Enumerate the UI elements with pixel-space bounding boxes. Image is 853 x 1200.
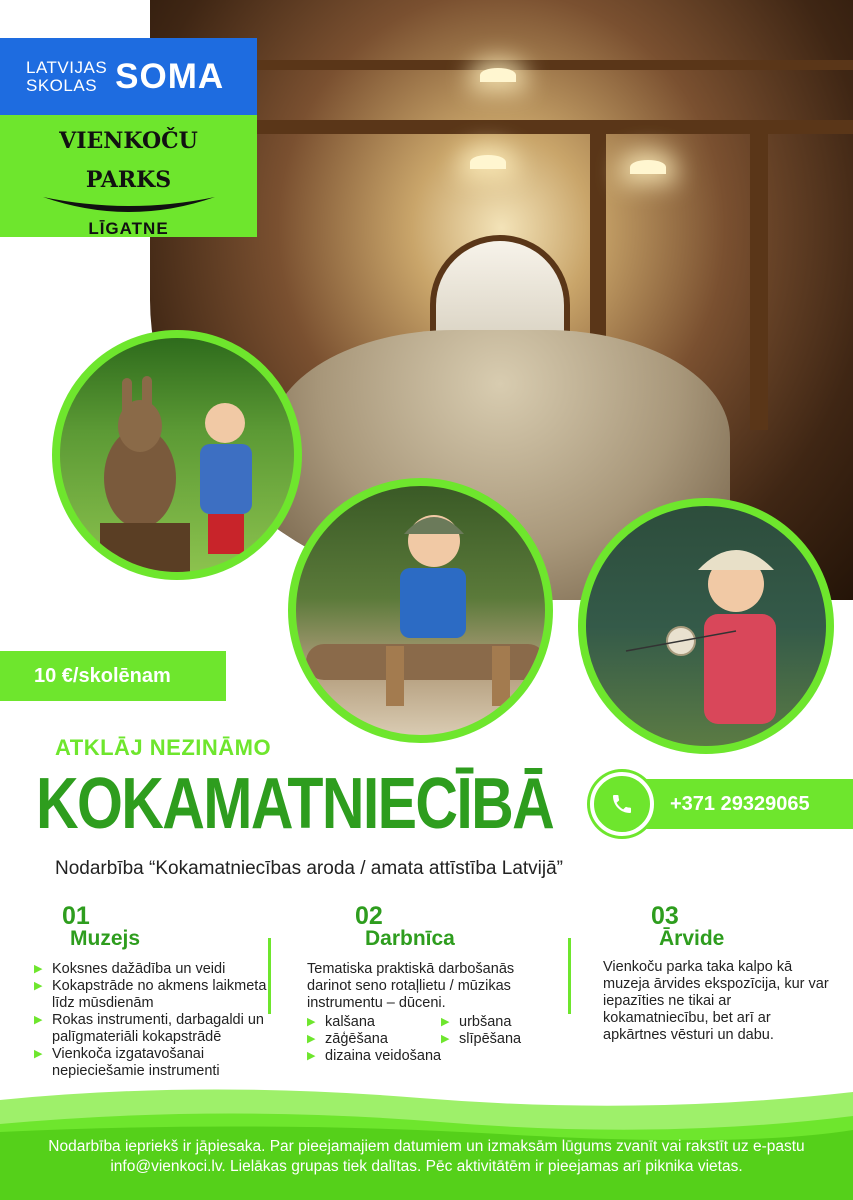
- section-title: Muzejs: [70, 927, 141, 950]
- section-number: 01: [62, 902, 90, 930]
- list-item: ▶ zāģēšana: [307, 1031, 441, 1048]
- section-museum: [34, 902, 274, 1080]
- section-text: Vienkoču parka taka kalpo kā muzeja ārvides ekspozīcija, kur var iepazīties ne tikai ar kokamatniecību, bet arī ar apkārtnes vēsturi un dabu.: [603, 959, 829, 1043]
- canoe-icon: [39, 193, 219, 219]
- footer-line-1: Nodarbība iepriekš ir jāpiesaka. Par pieejamajiem datumiem un izmaksām lūgums zvanīt vai rakstīt uz e-pastu: [48, 1138, 805, 1155]
- ceiling-lamp-icon: [470, 155, 506, 169]
- list-item: ▶ Koksnes dažādība un veidi: [34, 961, 274, 978]
- section-title: Darbnīca: [365, 927, 455, 950]
- section-number: 03: [651, 902, 679, 930]
- lesson-subtitle: Nodarbība “Kokamatniecības aroda / amata attīstība Latvijā”: [55, 858, 563, 879]
- ceiling-lamp-icon: [630, 160, 666, 174]
- logo-line-1: LATVIJAS: [26, 57, 108, 77]
- logo-soma: SOMA: [115, 56, 225, 96]
- list-item: ▶ Vienkoča izgatavošanai nepieciešamie instrumenti: [34, 1046, 274, 1080]
- section-outdoor: [603, 902, 833, 1044]
- section-number: 02: [355, 902, 383, 930]
- list-item: ▶ Rokas instrumenti, darbagaldi un palīgmateriāli kokapstrādē: [34, 1012, 274, 1046]
- wooden-post: [750, 130, 768, 430]
- list-item: ▶ kalšana: [307, 1014, 441, 1031]
- latvijas-skolas-soma-logo: [0, 38, 257, 115]
- phone-number[interactable]: +371 29329065: [670, 792, 810, 815]
- price-badge: 10 €/skolēnam: [0, 651, 226, 701]
- divider: [568, 938, 571, 1014]
- footer-note: [0, 1137, 853, 1177]
- list-item: ▶ Kokapstrāde no akmens laikmeta līdz mūsdienām: [34, 978, 274, 1012]
- section-title: Ārvide: [659, 927, 725, 950]
- vienkocu-parks-logo: [0, 115, 257, 237]
- page-title: KOKAMATNIECĪBĀ: [36, 764, 554, 844]
- section-workshop: [307, 902, 547, 1065]
- park-name-line-1: VIENKOČU: [59, 128, 198, 154]
- divider: [268, 938, 271, 1014]
- photo-child-with-toy: [578, 498, 834, 754]
- park-location: LĪGATNE: [88, 219, 169, 238]
- list-item: ▶ slīpēšana: [441, 1031, 541, 1048]
- kicker-heading: ATKLĀJ NEZINĀMO: [55, 735, 272, 760]
- phone-number-bar[interactable]: [630, 779, 853, 829]
- workshop-doorway: [430, 235, 570, 345]
- list-item: ▶ urbšana: [441, 1014, 541, 1031]
- list-item: ▶ dizaina veidošana: [307, 1048, 541, 1065]
- footer-line-2: info@vienkoci.lv. Lielākas grupas tiek dalītas. Pēc aktivitātēm ir pieejamas arī piknika vietas.: [110, 1158, 743, 1175]
- logo-line-2: SKOLAS: [26, 75, 98, 95]
- section-intro: Tematiska praktiskā darbošanās darinot seno rotaļlietu / mūzikas instrumentu – dūceni.: [307, 961, 515, 1011]
- photo-child-woodworking: [288, 478, 553, 743]
- phone-icon[interactable]: [590, 772, 654, 836]
- photo-child-with-rabbit-sculpture: [52, 330, 302, 580]
- ceiling-lamp-icon: [480, 68, 516, 82]
- park-name-line-2: PARKS: [85, 167, 172, 193]
